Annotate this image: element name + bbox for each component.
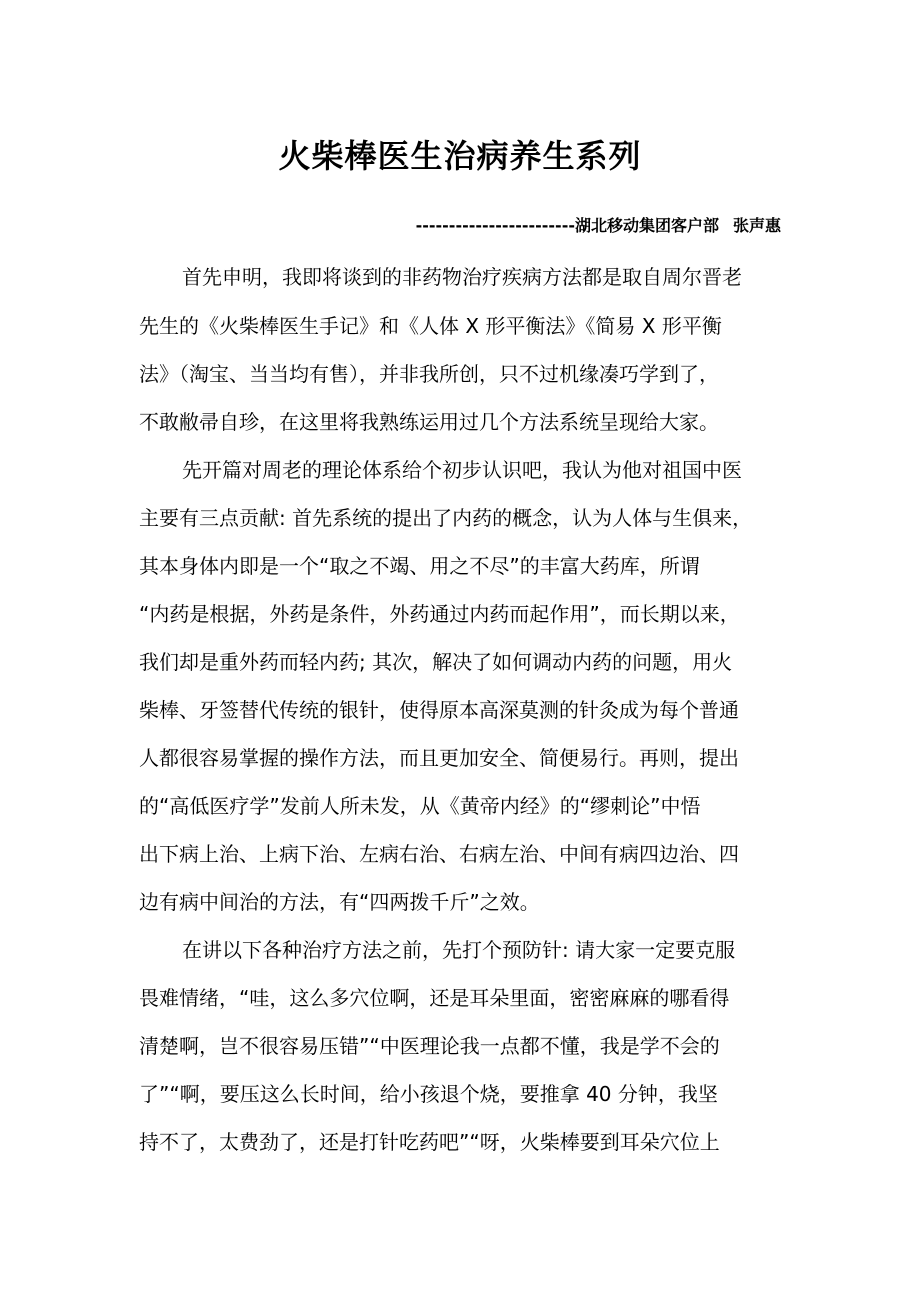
paragraph-2-line-10: 边有病中间治的方法，有“四两拨千斤”之效。 <box>139 890 540 914</box>
paragraph-2-line-5: 我们却是重外药而轻内药; 其次，解决了如何调动内药的问题，用火 <box>139 650 733 674</box>
paragraph-3-line-5: 持不了，太费劲了，还是打针吃药吧”“呀，火柴棒要到耳朵穴位上 <box>139 1130 720 1154</box>
paragraph-3-line-3: 清楚啊，岂不很容易压错”“中医理论我一点都不懂，我是学不会的 <box>139 1034 720 1058</box>
paragraph-2-line-2: 主要有三点贡献: 首先系统的提出了内药的概念，认为人体与生俱来， <box>139 506 753 530</box>
paragraph-2-line-6: 柴棒、牙签替代传统的银针，使得原本高深莫测的针灸成为每个普通 <box>139 698 739 722</box>
paragraph-1-line-1: 首先申明，我即将谈到的非药物治疗疾病方法都是取自周尔晋老 <box>182 265 742 289</box>
paragraph-2-line-9: 出下病上治、上病下治、左病右治、右病左治、中间有病四边治、四 <box>139 842 739 866</box>
byline-author: 张声惠 <box>732 216 781 235</box>
document-title: 火柴棒医生治病养生系列 <box>278 137 642 175</box>
paragraph-3-line-2: 畏难情绪，“哇，这么多穴位啊，还是耳朵里面，密密麻麻的哪看得 <box>139 986 730 1010</box>
paragraph-2-line-3: 其本身体内即是一个“取之不竭、用之不尽”的丰富大药库，所谓 <box>139 554 700 578</box>
paragraph-2-line-1: 先开篇对周老的理论体系给个初步认识吧，我认为他对祖国中医 <box>182 458 742 482</box>
paragraph-2-line-7: 人都很容易掌握的操作方法，而且更加安全、简便易行。再则，提出 <box>139 746 739 770</box>
paragraph-1-line-4: 不敢敝帚自珍，在这里将我熟练运用过几个方法系统呈现给大家。 <box>139 410 719 434</box>
paragraph-2-line-4: “内药是根据，外药是条件，外药通过内药而起作用”，而长期以来， <box>139 602 740 626</box>
paragraph-3-line-4: 了”“啊，要压这么长时间，给小孩退个烧，要推拿 40 分钟，我坚 <box>139 1082 718 1106</box>
paragraph-1-line-3: 法》（淘宝、当当均有售），并非我所创，只不过机缘凑巧学到了， <box>139 362 719 386</box>
paragraph-2-line-8: 的“高低医疗学”发前人所未发，从《黄帝内经》的“缪刺论”中悟 <box>139 794 701 818</box>
byline <box>416 214 781 238</box>
paragraph-1-line-2: 先生的《火柴棒医生手记》和《人体 X 形平衡法》《简易 X 形平衡 <box>139 314 722 338</box>
paragraph-3-line-1: 在讲以下各种治疗方法之前，先打个预防针: 请大家一定要克服 <box>182 938 736 962</box>
byline-dashes: ------------------------ <box>415 216 575 235</box>
byline-organization: 湖北移动集团客户部 <box>574 216 719 235</box>
